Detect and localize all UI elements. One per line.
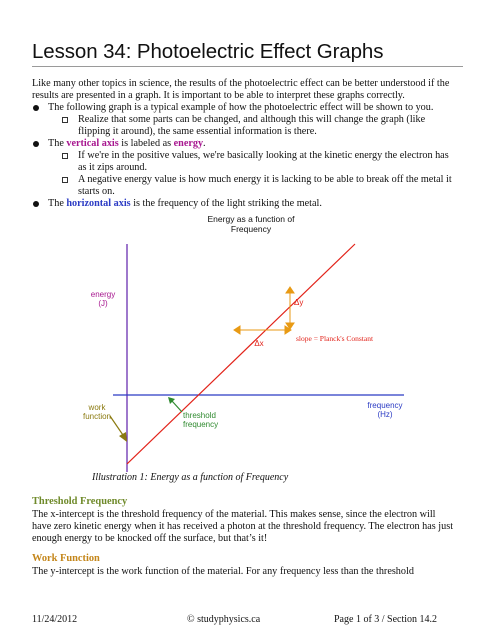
frequency-axis-label-line-1: frequency xyxy=(367,401,403,410)
threshold-frequency-heading: Threshold Frequency xyxy=(32,496,128,507)
threshold-paragraph-line-1: The x-intercept is the threshold frequency of the material. This makes sense, since the electron will xyxy=(32,509,436,520)
bullet-2-sub-2-line-2: starts on. xyxy=(78,186,115,197)
delta-y-label: Δy xyxy=(294,298,304,307)
work-function-label-line-2: function xyxy=(82,412,112,421)
energy-line xyxy=(127,244,355,464)
bullet-2-end: . xyxy=(203,138,206,149)
figure-caption: Illustration 1: Energy as a function of Frequency xyxy=(92,472,289,483)
bullet-3-pre: The xyxy=(48,198,67,209)
intro-line-2: results are presented in a graph. It is important to be able to interpret these graphs correctly. xyxy=(32,90,405,101)
delta-x-arrow-left xyxy=(234,326,240,334)
slope-annotation: slope = Planck's Constant xyxy=(296,334,374,343)
work-function-label-line-1: work xyxy=(88,403,106,412)
threshold-paragraph-line-2: have zero kinetic energy when it has received a photon at the threshold frequency. The electron has just xyxy=(32,521,454,532)
intro-line-1: Like many other topics in science, the results of the photoelectric effect can be better understood if the xyxy=(32,78,450,89)
energy-highlight: energy xyxy=(173,138,204,149)
figure-title-line-2: Frequency xyxy=(230,224,272,234)
bullet-1-sub-line-2: flipping it around), the same essential information is there. xyxy=(78,126,317,137)
page-title: Lesson 34: Photoelectric Effect Graphs xyxy=(32,40,384,63)
threshold-frequency-pointer xyxy=(168,397,182,412)
bullet-2-sub-1-line-1: If we're in the positive values, we're basically looking at the kinetic energy the electron has xyxy=(78,150,449,161)
bullet-3-end: is the frequency of the light striking the metal. xyxy=(130,198,322,209)
energy-axis-label-line-1: energy xyxy=(90,290,116,299)
horizontal-axis-highlight: horizontal axis xyxy=(66,198,131,209)
bullet-2-pre: The xyxy=(48,138,67,149)
bullet-1-text: The following graph is a typical example of how the photoelectric effect will be shown to you. xyxy=(48,102,434,113)
threshold-arrow-line xyxy=(172,401,182,412)
vertical-axis-highlight: vertical axis xyxy=(66,138,119,149)
bullet-2-sub-2-line-1: A negative energy value is how much energy it is lacking to be able to break off the metal it xyxy=(78,174,452,185)
threshold-paragraph-line-3: enough energy to be knocked off the surface, but that’s it! xyxy=(32,533,268,544)
delta-x-label: Δx xyxy=(254,339,264,348)
energy-axis-label-line-2: (J) xyxy=(98,299,108,308)
bullet-1-sub-line-1: Realize that some parts can be changed, and although this will change the graph (like xyxy=(78,114,426,125)
bullet-2-mid: is labeled as xyxy=(118,138,174,149)
work-function-arrowhead xyxy=(119,432,127,442)
threshold-label-line-1: threshold xyxy=(183,411,216,420)
frequency-axis-label-line-2: (Hz) xyxy=(377,410,393,419)
delta-y-arrow-top xyxy=(286,287,294,293)
footer-page: Page 1 of 3 / Section 14.2 xyxy=(334,614,438,625)
slope-triangle xyxy=(234,287,294,334)
bullet-2-sub-1-line-2: as it zips around. xyxy=(78,162,148,173)
footer-site: © studyphysics.ca xyxy=(187,614,261,625)
work-function-heading: Work Function xyxy=(32,553,100,564)
threshold-label-line-2: frequency xyxy=(183,420,219,429)
footer-date: 11/24/2012 xyxy=(32,614,78,625)
work-function-paragraph-line-1: The y-intercept is the work function of the material. For any frequency less than the threshold xyxy=(32,566,414,577)
work-function-pointer xyxy=(110,416,127,442)
figure-title-line-1: Energy as a function of xyxy=(207,214,295,224)
